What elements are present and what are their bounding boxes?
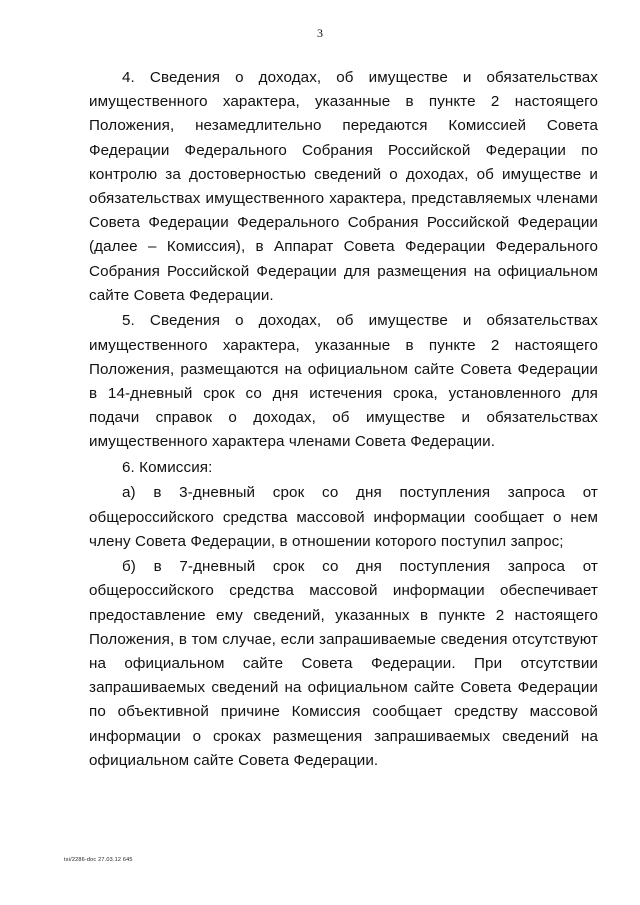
paragraph-4: 4. Сведения о доходах, об имуществе и обязательствах имущественного характера, указанные в пункте 2 настоящего Положения, незамедлительно передаются Комиссией Совета Федерации Федерального Собрания Российской Федерации по контролю за достоверностью сведений о доходах, об имуществе и обязательствах имущественного характера, представляемых членами Совета Федерации Федерального Собрания Российской Федерации (далее – Комиссия), в Аппарат Совета Федерации Федерального Собрания Российской Федерации для размещения на официальном сайте Совета Федерации.: [89, 69, 598, 304]
document-body: [89, 66, 598, 774]
paragraph-6a: а) в 3-дневный срок со дня поступления запроса от общероссийского средства массовой информации сообщает о нем члену Совета Федерации, в отношении которого поступил запрос;: [89, 484, 598, 550]
paragraph-6b: б) в 7-дневный срок со дня поступления запроса от общероссийского средства массовой информации обеспечивает предоставление ему сведений, указанных в пункте 2 настоящего Положения, в том случае, если запрашиваемые сведения отсутствуют на официальном сайте Совета Федерации. При отсутствии запрашиваемых сведений на официальном сайте Совета Федерации по объективной причине Комиссия сообщает средству массовой информации о сроках размещения запрашиваемых сведений на официальном сайте Совета Федерации.: [89, 558, 598, 769]
paragraph-6-heading: 6. Комиссия:: [122, 458, 213, 476]
paragraph-5: 5. Сведения о доходах, об имуществе и обязательствах имущественного характера, указанные в пункте 2 настоящего Положения, размещаются на официальном сайте Совета Федерации в 14-дневный срок со дня истечения срока, установленного для подачи справок о доходах, об имуществе и обязательствах имущественного характера членами Совета Федерации.: [89, 312, 598, 451]
document-footer-code: tsi/2286-doc 27.03.12 645: [64, 857, 133, 863]
page-number: 3: [317, 26, 323, 40]
